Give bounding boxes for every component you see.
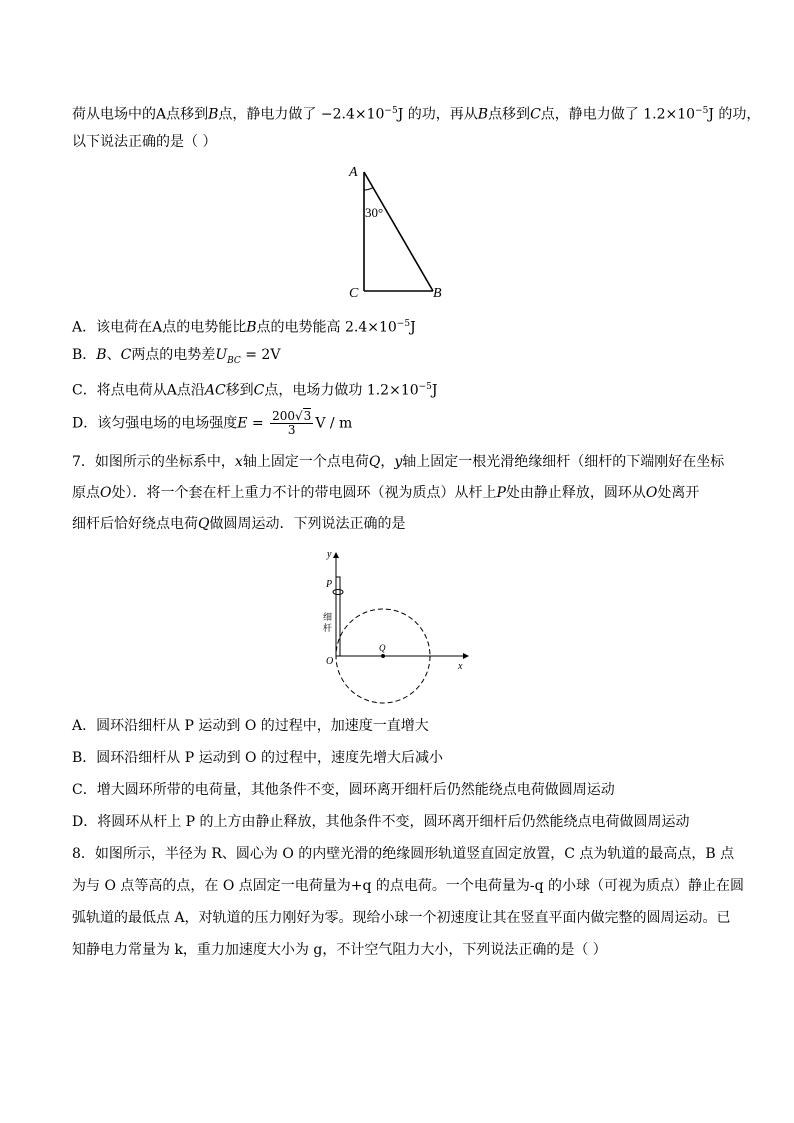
q7-stem-line1: 7．如图所示的坐标系中，x轴上固定一个点电荷Q，y轴上固定一根光滑绝缘细杆（细杆的下端刚好在坐标 [72,454,725,470]
q6-option-b: B．B、C两点的电势差$U_{BC} = 2V$ [72,347,281,366]
q8-stem-line4: 知静电力常量为 k，重力加速度大小为 g，不计空气阻力大小，下列说法正确的是（ ） [72,942,607,958]
charge-q-label: Q [379,643,386,653]
q6-stem-line2: 以下说法正确的是（ ） [72,134,217,150]
q6-stem-line1: 荷从电场中的A点移到B点，静电力做了 $-2.4\times 10^{-5}J$ 的功，再从B点移到C点，静电力做了 $1.2\times 10^{-5}J$ 的功， [72,106,761,123]
q7-stem-line2: 原点O处）．将一个套在杆上重力不计的带电圆环（视为质点）从杆上P处由静止释放，圆环从O处离开 [72,485,700,501]
vertex-b-label: B [433,286,442,301]
rod-label-2: 杆 [323,623,333,633]
q6-option-c: C．将点电荷从A点沿AC移到C点，电场力做功 $1.2\times 10^{-5}J$ [72,382,438,399]
x-axis-label: x [458,661,463,672]
sqrt-symbol: √ [295,409,303,423]
q8-stem-line1: 8．如图所示，半径为 R、圆心为 O 的内壁光滑的绝缘圆形轨道竖直固定放置，C 点为轨道的最高点，B 点 [72,846,735,862]
q6-option-a: A．该电荷在A点的电势能比B点的电势能高 $2.4\times 10^{-5}J$ [72,319,416,336]
triangle-figure [340,160,460,305]
origin-label: O [326,656,334,667]
q7-option-b: B．圆环沿细杆从 P 运动到 O 的过程中，速度先增大后减小 [72,750,443,766]
q8-stem-line3: 弧轨道的最低点 A，对轨道的压力刚好为零。现给小球一个初速度让其在竖直平面内做完整的圆周运动。已 [72,910,731,926]
ring-rod-figure [318,545,478,705]
q7-option-d: D．将圆环从杆上 P 的上方由静止释放，其他条件不变，圆环离开细杆后仍然能绕点电荷做圆周运动 [72,814,690,830]
y-axis-label: y [327,549,332,560]
point-charge-q [381,654,385,658]
q8-stem-line2: 为与 O 点等高的点，在 O 点固定一电荷量为+q 的点电荷。一个电荷量为-q 的小球（可视为质点）静止在圆 [72,878,745,894]
point-p-label: P [326,579,333,590]
q6-option-d: D．该匀强电场的电场强度E = $\frac{200√3}{3}$ V / m [72,409,353,437]
q7-option-c: C．增大圆环所带的电荷量，其他条件不变，圆环离开细杆后仍然能绕点电荷做圆周运动 [72,782,615,798]
vertex-a-label: A [349,165,358,180]
q7-option-a: A．圆环沿细杆从 P 运动到 O 的过程中，加速度一直增大 [72,718,429,734]
field-strength-fraction: $\frac{200√3}{3}$ [272,409,312,437]
q7-stem-line3: 细杆后恰好绕点电荷Q做圆周运动．下列说法正确的是 [72,516,406,532]
insulating-rod [336,577,340,656]
vertex-c-label: C [349,286,359,301]
angle-label: 30° [365,205,384,220]
rod-label-1: 细 [323,612,333,622]
